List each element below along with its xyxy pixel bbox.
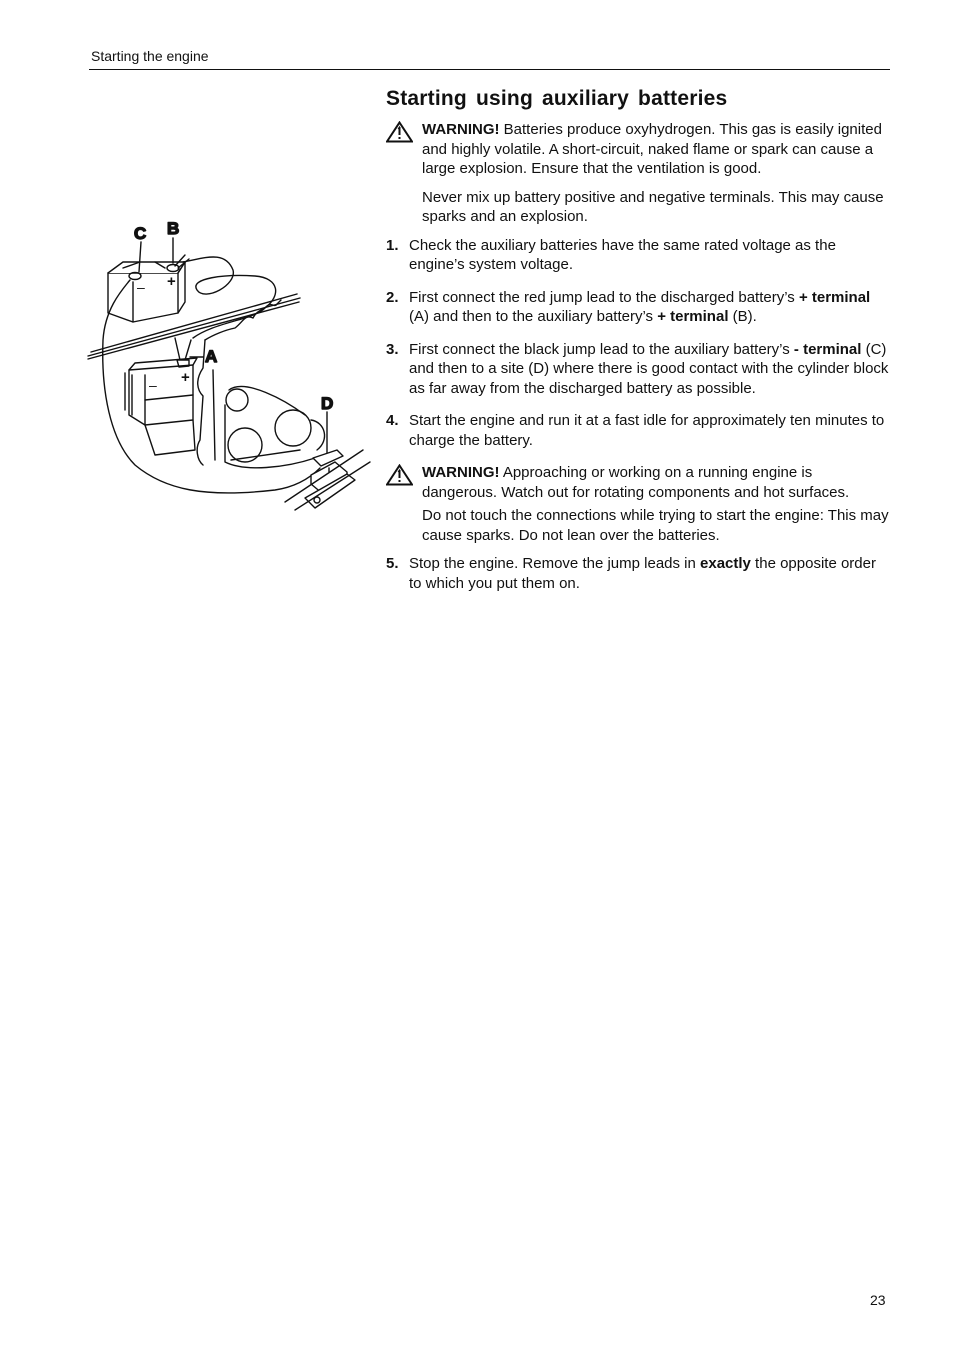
warning-label: WARNING! [422, 121, 500, 138]
step-text: First connect the black jump lead to the auxiliary battery’s [409, 340, 794, 358]
label-d: D [321, 394, 334, 413]
ground-bracket [313, 450, 343, 466]
step-number: 3. [386, 340, 399, 358]
step-item [386, 236, 891, 275]
clamp-a [175, 338, 191, 367]
plus-terminal-symbol: + [181, 369, 190, 386]
step-number: 1. [386, 236, 399, 254]
step-text: the opposite order to which you put them on. [409, 555, 876, 592]
step-emphasis: + terminal [657, 308, 729, 325]
warning-text: Approaching or working on a running engine is dangerous. Watch out for rotating components and hot surfaces. [422, 464, 850, 501]
step-text: (C) and then to a site (D) where there is good contact with the cylinder block as far away from the discharged battery as possible. [409, 340, 889, 397]
label-c: C [134, 224, 147, 243]
step-text: (B). [728, 308, 757, 325]
step-text: Check the auxiliary batteries have the same rated voltage as the engine’s system voltage. [409, 236, 836, 273]
step-item [386, 340, 891, 399]
header-rule [89, 69, 890, 70]
minus-terminal-symbol: – [137, 279, 145, 295]
step-number: 5. [386, 555, 399, 572]
step-number: 4. [386, 412, 399, 429]
step-item [386, 554, 891, 593]
warning-triangle-icon [386, 464, 413, 486]
step-text: (A) and then to the auxiliary battery’s [409, 308, 658, 325]
pulley [226, 389, 248, 411]
jump-start-illustration [85, 210, 375, 520]
running-header: Starting the engine [91, 48, 209, 64]
step-text: Start the engine and run it at a fast idle for approximately ten minutes to charge the battery. [409, 412, 885, 449]
plus-terminal-symbol: + [167, 273, 176, 290]
warning-note: Never mix up battery positive and negative terminals. This may cause sparks and an explosion. [422, 188, 884, 225]
instruction-steps [386, 236, 891, 451]
step-text: Stop the engine. Remove the jump leads in [409, 555, 701, 572]
warning-label: WARNING! [422, 464, 500, 481]
instruction-steps-continued [386, 554, 891, 593]
warning-text: Batteries produce oxyhydrogen. This gas is easily ignited and highly volatile. A short-circuit, naked flame or spark can cause a large explosion. Ensure that the ventilation is good. [422, 121, 882, 177]
warning-note: Do not touch the connections while trying to start the engine: This may cause sparks. Do not lean over the batteries. [422, 507, 889, 544]
step-emphasis: + terminal [798, 288, 871, 306]
page-number: 23 [870, 1292, 886, 1308]
main-content [386, 87, 891, 606]
label-b: B [167, 219, 180, 238]
step-number: 2. [386, 288, 399, 306]
step-text: First connect the red jump lead to the discharged battery’s [409, 288, 799, 306]
section-title: Starting using auxiliary batteries [386, 87, 728, 110]
step-emphasis: - terminal [793, 340, 862, 358]
warning-block-running-engine [386, 463, 891, 545]
label-a: A [205, 347, 218, 366]
step-item [386, 411, 891, 450]
minus-terminal-symbol: – [149, 377, 157, 393]
step-item [386, 288, 891, 327]
warning-block-batteries [386, 120, 891, 227]
warning-triangle-icon [386, 121, 413, 143]
alternator [275, 410, 311, 446]
discharged-battery [125, 358, 197, 455]
step-emphasis: exactly [700, 555, 751, 572]
